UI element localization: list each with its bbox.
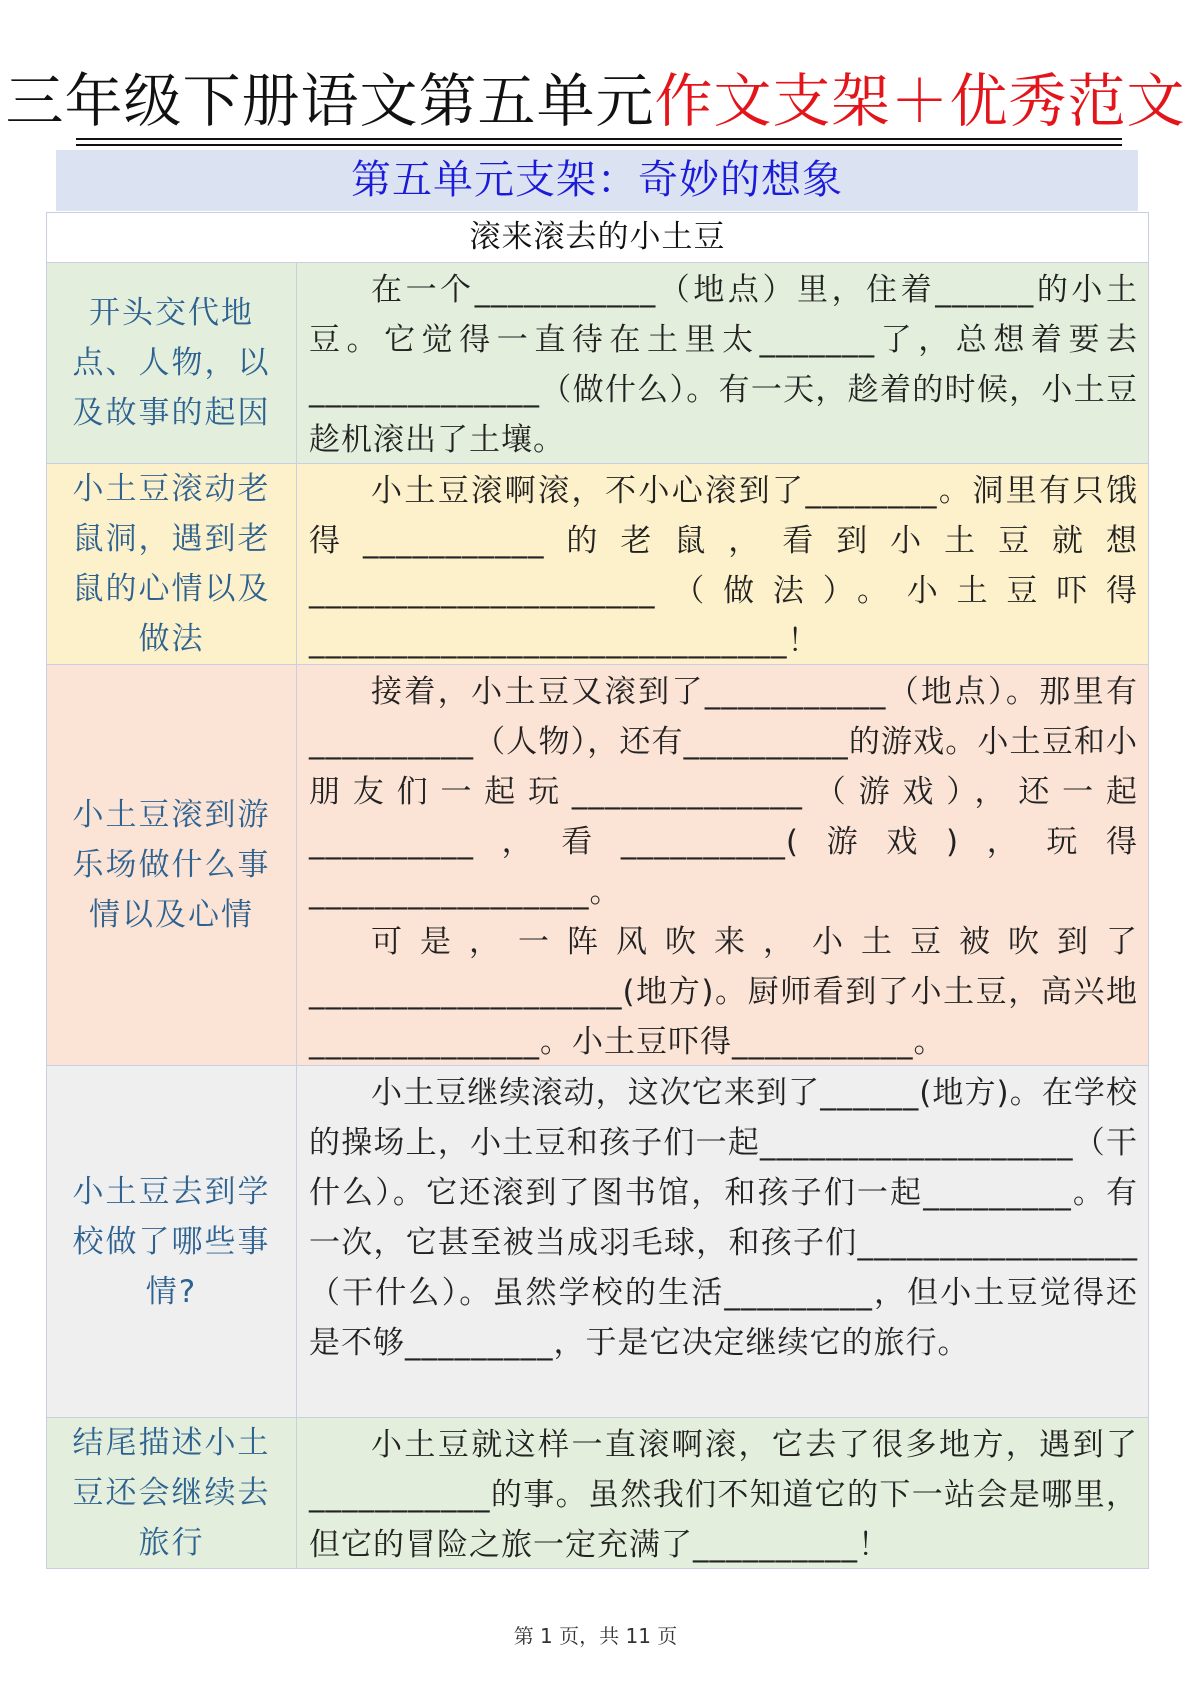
document-title — [0, 62, 1191, 140]
table-row — [47, 1066, 1148, 1418]
row-paragraph: 可是，一阵风吹来，小土豆被吹到了___________________(地方)。厨师看到了小土豆，高兴地______________。小土豆吓得___________。 — [309, 924, 1138, 1060]
title-underline-top — [76, 138, 1122, 140]
row-content-cell — [297, 1066, 1148, 1417]
section-subtitle: 第五单元支架：奇妙的想象 — [56, 150, 1138, 211]
row-content-cell — [297, 1418, 1148, 1568]
title-red-part: 作文支架＋优秀范文 — [654, 67, 1186, 135]
row-label-cell — [47, 464, 297, 664]
row-paragraph: 小土豆继续滚动，这次它来到了______(地方)。在学校的操场上，小土豆和孩子们一起___________________（干什么）。它还滚到了图书馆，和孩子们一起_________。有一次，它甚至被当成羽毛球，和孩子们_________________（干什么）。虽然学校的生活_________，但小土豆觉得还是不够_________，于是它决定继续它的旅行。 — [309, 1075, 1138, 1361]
row-label: 结尾描述小土豆还会继续去旅行 — [72, 1425, 271, 1561]
row-paragraph: 接着，小土豆又滚到了___________（地点）。那里有__________（人物），还有__________的游戏。小土豆和小朋友们一起玩______________（游戏），还一起__________，看__________(游戏)，玩得_________________。 — [309, 674, 1138, 910]
row-content-cell — [297, 464, 1148, 664]
table-row — [47, 263, 1148, 464]
row-content-cell — [297, 665, 1148, 1065]
title-underline-bottom — [76, 144, 1122, 146]
table-row — [47, 1418, 1148, 1568]
row-label-cell — [47, 665, 297, 1065]
row-label-cell — [47, 1418, 297, 1568]
row-paragraph: 在一个___________（地点）里，住着______的小土豆。它觉得一直待在土里太_______了，总想着要去______________（做什么）。有一天，趁着的时候，小土豆趁机滚出了土壤。 — [309, 272, 1138, 458]
row-label: 小土豆滚到游乐场做什么事情以及心情 — [72, 797, 271, 933]
row-label: 小土豆滚动老鼠洞，遇到老鼠的心情以及做法 — [72, 471, 271, 657]
row-label-cell — [47, 263, 297, 463]
table-row — [47, 464, 1148, 665]
row-content-cell — [297, 263, 1148, 463]
table-heading: 滚来滚去的小土豆 — [47, 213, 1148, 263]
row-paragraph: 小土豆就这样一直滚啊滚，它去了很多地方，遇到了___________的事。虽然我们不知道它的下一站会是哪里，但它的冒险之旅一定充满了__________！ — [309, 1427, 1138, 1563]
page-number: 第 1 页，共 11 页 — [513, 1624, 678, 1648]
row-label: 小土豆去到学校做了哪些事情? — [72, 1173, 271, 1310]
row-paragraph: 小土豆滚啊滚，不小心滚到了________。洞里有只饿得___________的老鼠，看到小土豆就想_____________________（做法）。小土豆吓得_____________________________！ — [309, 473, 1138, 659]
row-label: 开头交代地点、人物，以及故事的起因 — [72, 295, 271, 431]
writing-scaffold-table — [46, 212, 1149, 1569]
title-black-part: 三年级下册语文第五单元 — [5, 67, 655, 135]
row-label-cell — [47, 1066, 297, 1417]
table-row — [47, 665, 1148, 1066]
